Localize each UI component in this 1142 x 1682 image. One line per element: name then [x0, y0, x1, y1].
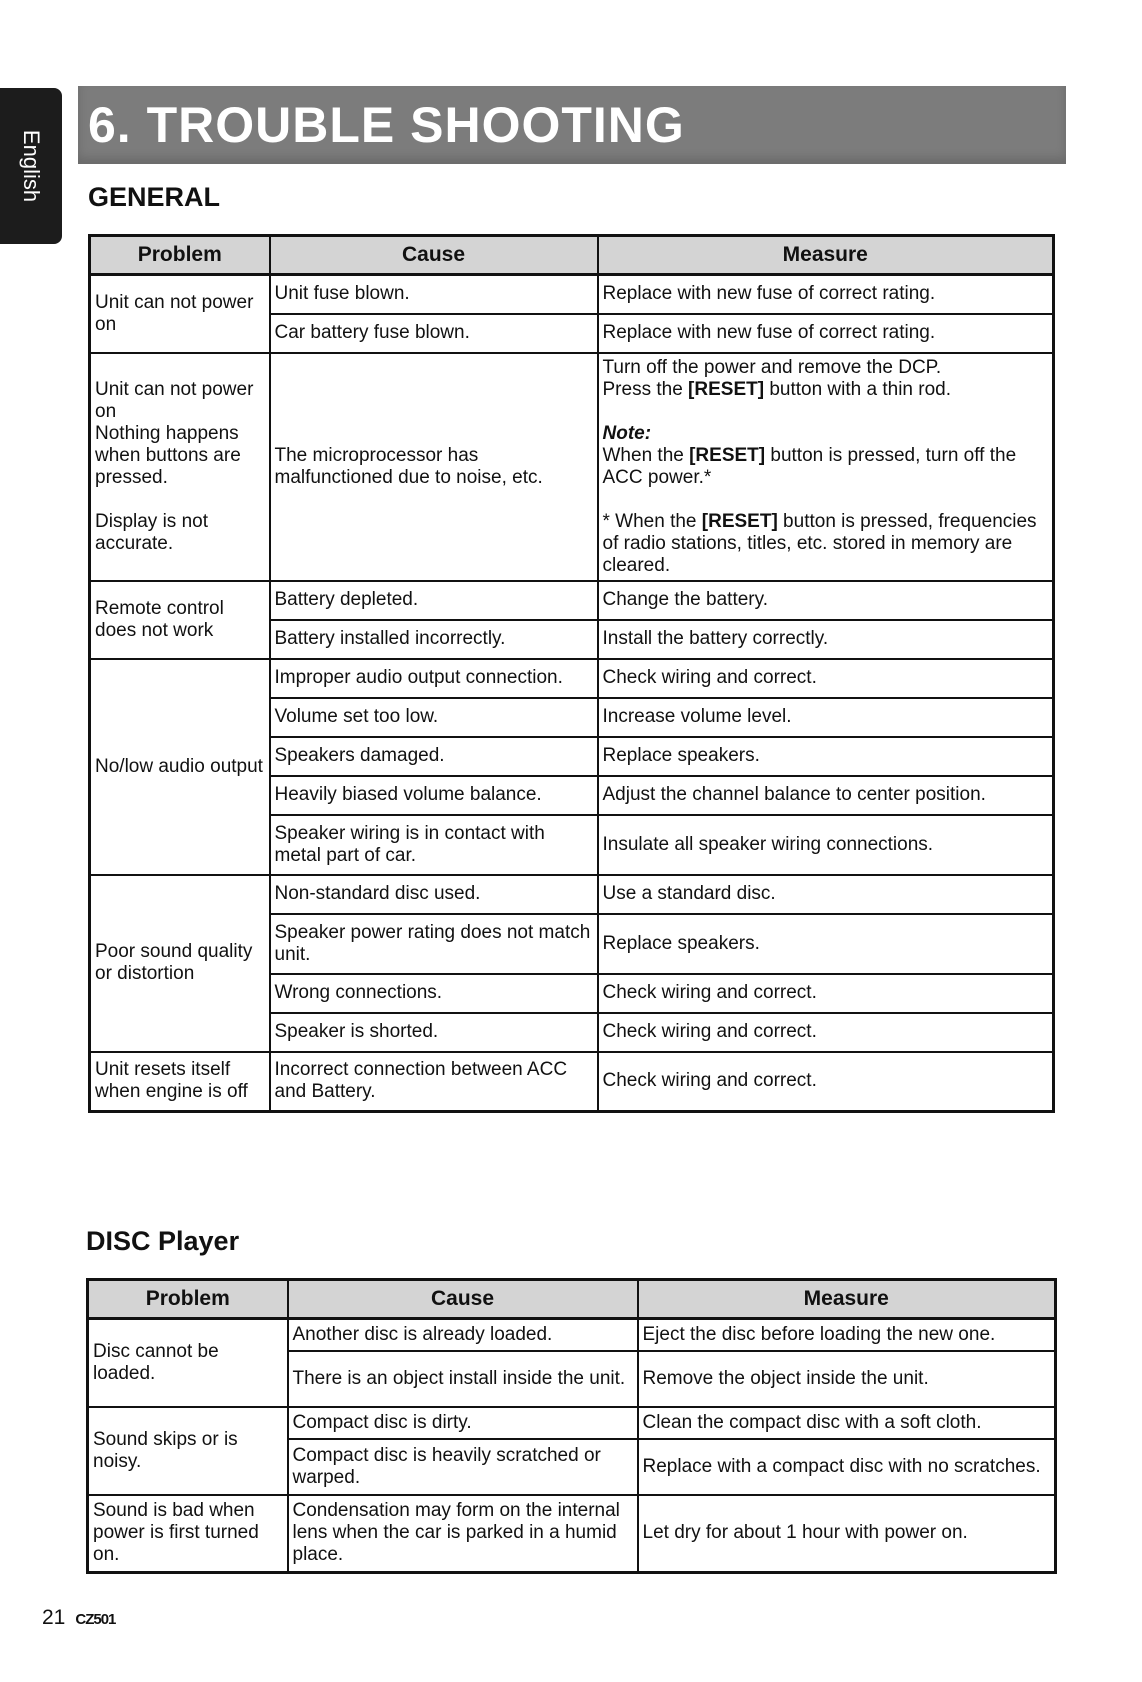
problem-cell: Sound is bad when power is first turned on.: [88, 1495, 288, 1573]
model-number: CZ501: [75, 1611, 116, 1628]
page-title: 6. TROUBLE SHOOTING: [88, 97, 685, 153]
measure-cell: Check wiring and correct.: [598, 659, 1054, 698]
table-row: [90, 353, 1054, 581]
reset-button-label: [RESET]: [688, 378, 765, 400]
measure-cell: Replace speakers.: [598, 914, 1054, 974]
measure-cell: Insulate all speaker wiring connections.: [598, 815, 1054, 875]
general-troubleshooting-table: [88, 234, 1055, 1113]
measure-cell: Increase volume level.: [598, 698, 1054, 737]
cause-cell: Speaker power rating does not match unit.: [270, 914, 598, 974]
column-header-problem: Problem: [90, 236, 270, 275]
problem-cell: No/low audio output: [90, 659, 270, 875]
table-row: [90, 875, 1054, 914]
problem-line: Unit can not power on: [95, 378, 254, 422]
text-run: When the: [602, 444, 690, 466]
table-row: [88, 1495, 1056, 1573]
disc-player-troubleshooting-table: [86, 1278, 1057, 1574]
cause-cell: Compact disc is dirty.: [288, 1407, 638, 1439]
cause-cell: Wrong connections.: [270, 974, 598, 1013]
table-row: [90, 659, 1054, 698]
table-header-row: [88, 1280, 1056, 1319]
column-header-cause: Cause: [288, 1280, 638, 1319]
table-header-row: [90, 236, 1054, 275]
cause-cell: The microprocessor has malfunctioned due to noise, etc.: [270, 353, 598, 581]
text-run: button with a thin rod.: [764, 378, 951, 400]
cause-cell: Non-standard disc used.: [270, 875, 598, 914]
problem-line: Display is not accurate.: [95, 510, 208, 554]
measure-cell: Replace with new fuse of correct rating.: [598, 314, 1054, 353]
text-run: button is pressed, frequencies of radio stations, titles, etc. stored in memory are cleared.: [602, 510, 1037, 576]
problem-cell: Disc cannot be loaded.: [88, 1319, 288, 1407]
cause-cell: Speaker wiring is in contact with metal part of car.: [270, 815, 598, 875]
measure-cell: Replace with new fuse of correct rating.: [598, 275, 1054, 314]
cause-cell: Battery depleted.: [270, 581, 598, 620]
measure-cell: Replace speakers.: [598, 737, 1054, 776]
reset-button-label: [RESET]: [701, 510, 778, 532]
problem-cell: [90, 353, 270, 581]
measure-cell: Use a standard disc.: [598, 875, 1054, 914]
measure-line: [603, 379, 1049, 401]
problem-cell: Remote control does not work: [90, 581, 270, 659]
table-row: [90, 581, 1054, 620]
note-label: Note:: [602, 422, 652, 444]
reset-button-label: [RESET]: [689, 444, 766, 466]
measure-cell: Check wiring and correct.: [598, 974, 1054, 1013]
section-title-general: GENERAL: [88, 182, 221, 212]
measure-cell: Check wiring and correct.: [598, 1013, 1054, 1052]
footnote-text: [603, 511, 1049, 577]
column-header-cause: Cause: [270, 236, 598, 275]
page-number: 21: [42, 1606, 66, 1629]
cause-cell: Car battery fuse blown.: [270, 314, 598, 353]
measure-cell: Check wiring and correct.: [598, 1052, 1054, 1112]
measure-cell: Eject the disc before loading the new one.: [638, 1319, 1056, 1351]
cause-cell: Speakers damaged.: [270, 737, 598, 776]
page-footer: [42, 1606, 115, 1630]
measure-cell: Adjust the channel balance to center position.: [598, 776, 1054, 815]
language-tab-label: English: [19, 129, 44, 203]
problem-cell: Poor sound quality or distortion: [90, 875, 270, 1052]
text-run: button is pressed, turn off the ACC power.*: [602, 444, 1017, 488]
cause-cell: Unit fuse blown.: [270, 275, 598, 314]
problem-cell: Sound skips or is noisy.: [88, 1407, 288, 1495]
column-header-problem: Problem: [88, 1280, 288, 1319]
cause-cell: Battery installed incorrectly.: [270, 620, 598, 659]
measure-line: Turn off the power and remove the DCP.: [602, 356, 942, 378]
measure-cell: [598, 353, 1054, 581]
cause-cell: Incorrect connection between ACC and Battery.: [270, 1052, 598, 1112]
column-header-measure: Measure: [598, 236, 1054, 275]
cause-cell: Compact disc is heavily scratched or warped.: [288, 1439, 638, 1495]
table-row: [88, 1407, 1056, 1439]
problem-cell: Unit resets itself when engine is off: [90, 1052, 270, 1112]
problem-cell: Unit can not power on: [90, 275, 270, 353]
cause-cell: Heavily biased volume balance.: [270, 776, 598, 815]
problem-line: Nothing happens when buttons are pressed.: [95, 422, 241, 488]
section-title-disc-player: DISC Player: [86, 1226, 240, 1256]
chapter-title-bar: [78, 86, 1066, 164]
measure-cell: Change the battery.: [598, 581, 1054, 620]
note-text: [603, 445, 1049, 489]
measure-cell: Let dry for about 1 hour with power on.: [638, 1495, 1056, 1573]
table-row: [90, 1052, 1054, 1112]
measure-cell: Clean the compact disc with a soft cloth.: [638, 1407, 1056, 1439]
measure-cell: Remove the object inside the unit.: [638, 1351, 1056, 1407]
text-run: * When the: [602, 510, 702, 532]
column-header-measure: Measure: [638, 1280, 1056, 1319]
cause-cell: Speaker is shorted.: [270, 1013, 598, 1052]
cause-cell: Improper audio output connection.: [270, 659, 598, 698]
table-row: [90, 275, 1054, 314]
measure-cell: Install the battery correctly.: [598, 620, 1054, 659]
cause-cell: There is an object install inside the unit.: [288, 1351, 638, 1407]
cause-cell: Condensation may form on the internal lens when the car is parked in a humid place.: [288, 1495, 638, 1573]
table-row: [88, 1319, 1056, 1351]
cause-cell: Volume set too low.: [270, 698, 598, 737]
language-tab[interactable]: [0, 88, 62, 244]
measure-cell: Replace with a compact disc with no scratches.: [638, 1439, 1056, 1495]
text-run: Press the: [602, 378, 689, 400]
cause-cell: Another disc is already loaded.: [288, 1319, 638, 1351]
